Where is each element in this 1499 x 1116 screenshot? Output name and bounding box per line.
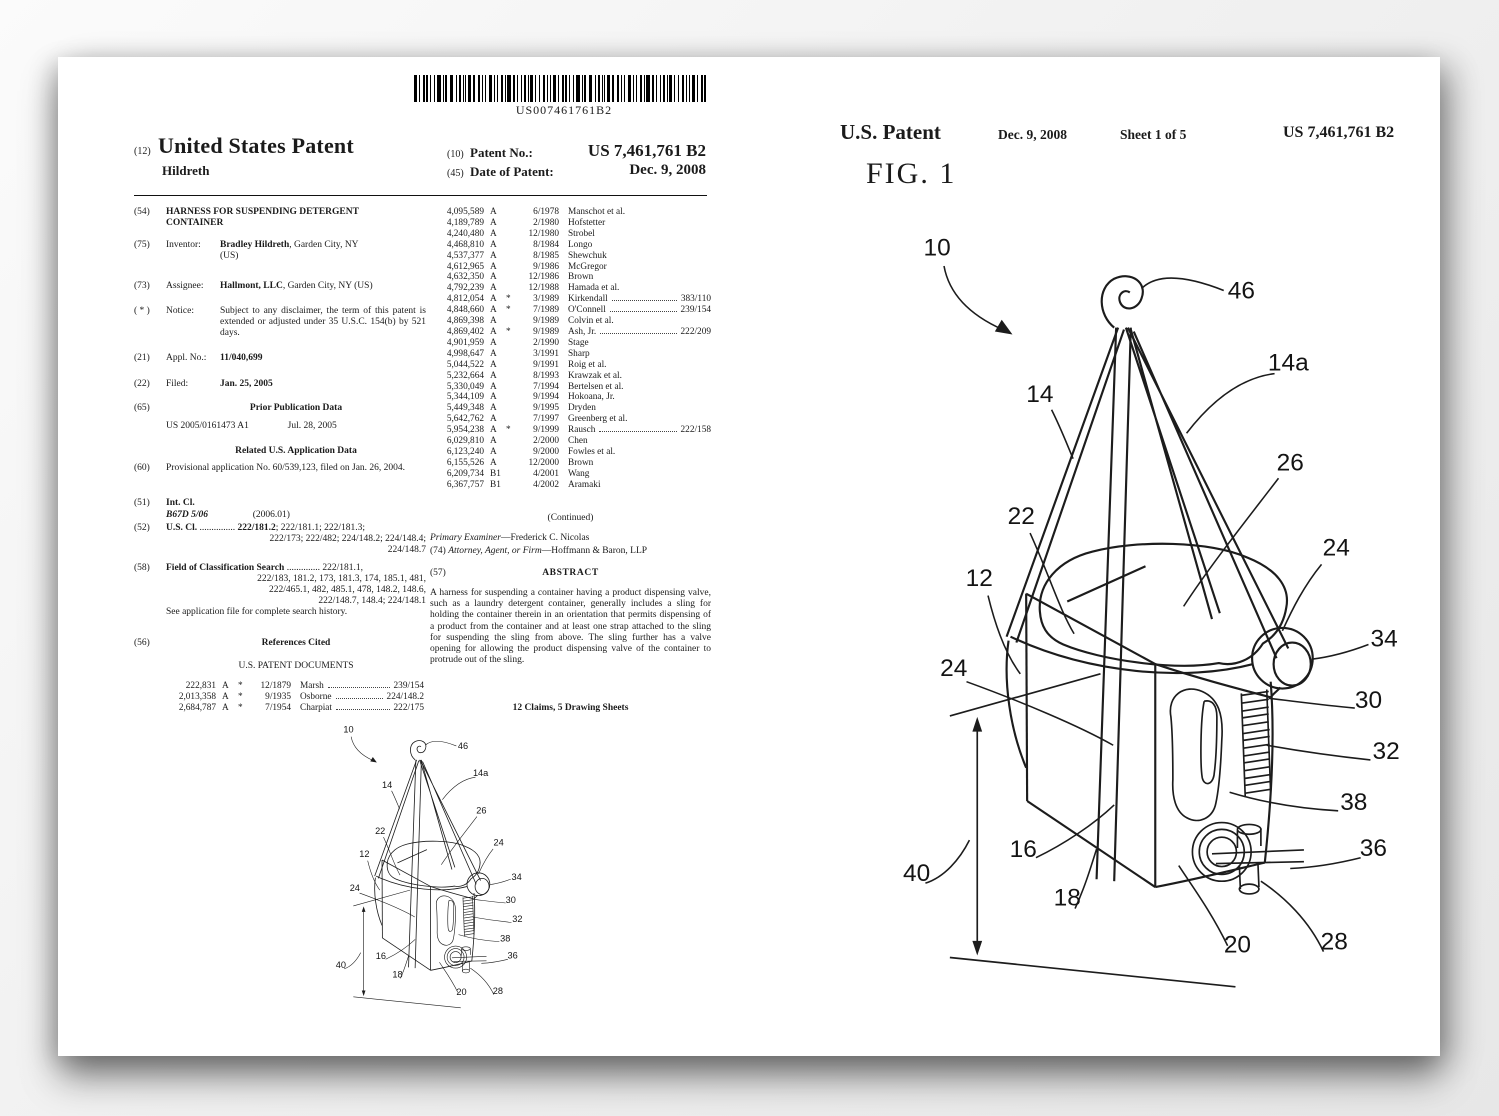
us-cl-line2: 222/173; 222/482; 224/148.2; 224/148.4;: [269, 534, 426, 544]
figure-1-thumbnail: [332, 720, 538, 1022]
masthead-rule: [134, 195, 707, 196]
reference-row: 2,013,358 A * 9/1935 Osborne 224/148.2: [178, 691, 424, 702]
us-cl-line3: 224/148.7: [387, 545, 426, 555]
section-assignee: [134, 281, 426, 292]
field-label: Filed:: [166, 379, 189, 389]
continued-note: (Continued): [547, 513, 594, 523]
reference-row: 5,232,664 A 8/1993 Krawzak et al.: [446, 370, 622, 381]
reference-row: 4,901,959 A 2/1990 Stage: [446, 337, 589, 348]
search-history-note: See application file for complete search history.: [166, 607, 348, 617]
section-tag: (54): [134, 207, 150, 217]
section-title: [134, 207, 426, 229]
reference-row: 4,998,647 A 3/1991 Sharp: [446, 348, 590, 359]
examiner-name: —Frederick C. Nicolas: [500, 533, 590, 543]
section-int-cl: [134, 498, 426, 509]
prior-pub-heading: Prior Publication Data: [249, 403, 343, 413]
section-tag: (56): [134, 638, 150, 648]
reference-row: 5,044,522 A 9/1991 Roig et al.: [446, 359, 607, 370]
section-tag: (21): [134, 353, 150, 363]
patent-date: Dec. 9, 2008: [629, 162, 706, 178]
section-us-cl: [134, 523, 426, 556]
section-tag: (51): [134, 498, 150, 508]
field-label: Appl. No.:: [166, 353, 207, 363]
attorney-line: [430, 546, 711, 557]
invention-title-line1: HARNESS FOR SUSPENDING DETERGENT: [166, 207, 359, 217]
attorney-tag: (74): [430, 546, 446, 556]
section-tag: (52): [134, 523, 150, 533]
sheet-header-sheet-count: Sheet 1 of 5: [1120, 127, 1187, 142]
section-tag: (60): [134, 463, 150, 473]
assignee-name: Hallmont, LLC: [220, 281, 283, 291]
reference-row: 4,848,660 A * 7/1989 O'Connell 239/154: [446, 305, 711, 316]
section-appl-no: [134, 353, 426, 364]
reference-row: 6,367,757 B1 4/2002 Aramaki: [446, 479, 601, 490]
patent-number: US 7,461,761 B2: [587, 141, 706, 160]
prior-pub-entry: [134, 421, 426, 432]
patent-sheet: [58, 57, 1440, 1056]
section-filed: [134, 379, 426, 390]
inventor-location: , Garden City, NY: [289, 240, 359, 250]
us-cl-rest: ; 222/181.1; 222/181.3;: [275, 523, 365, 533]
patent-no-label: Patent No.:: [470, 145, 533, 160]
sheet-header-patent-no: US 7,461,761 B2: [1283, 124, 1395, 141]
reference-row: 4,812,054 A * 3/1989 Kirkendall 383/110: [446, 294, 711, 305]
claims-note: 12 Claims, 5 Drawing Sheets: [512, 703, 629, 713]
reference-row: 4,537,377 A 8/1985 Shewchuk: [446, 250, 607, 261]
reference-row: 5,642,762 A 7/1997 Greenberg et al.: [446, 414, 628, 425]
field-label: Assignee:: [166, 281, 204, 291]
publication-number: US 2005/0161473 A1: [166, 421, 249, 431]
section-tag: (22): [134, 379, 150, 389]
reference-row: 4,240,480 A 12/1980 Strobel: [446, 228, 595, 239]
section-tag: (75): [134, 240, 150, 250]
section-tag: (58): [134, 563, 150, 573]
field-search-line2: 222/183, 181.2, 173, 181.3, 174, 185.1, 481,: [257, 574, 426, 584]
sheet-header-brand: U.S. Patent: [840, 120, 941, 144]
inventor-country: (US): [220, 251, 239, 261]
reference-row: 4,869,398 A 9/1989 Colvin et al.: [446, 316, 614, 327]
application-number: 11/040,699: [220, 353, 263, 363]
section-tag: ( * ): [134, 306, 150, 316]
related-heading-text: Related U.S. Application Data: [235, 446, 357, 456]
barcode-label: US007461761B2: [515, 103, 613, 117]
provisional-text: Provisional application No. 60/539,123, filed on Jan. 26, 2004.: [166, 463, 406, 473]
reference-row: 5,954,238 A * 9/1999 Rausch 222/158: [446, 425, 711, 436]
examiner-label: Primary Examiner: [430, 533, 501, 543]
kind-code-tag: (12): [134, 146, 151, 157]
reference-row: 6,123,240 A 9/2000 Fowles et al.: [446, 446, 616, 457]
int-class-code: B67D 5/06: [166, 510, 208, 520]
barcode: [414, 75, 714, 102]
primary-class: 222/181.2: [237, 523, 276, 533]
reference-row: 222,831 A * 12/1879 Marsh 239/154: [185, 681, 424, 691]
field-search-line3: 222/465.1, 482, 485.1, 478, 148.2, 148.6,: [268, 585, 426, 595]
us-patent-docs-heading: [134, 661, 426, 672]
notice-text: Subject to any disclaimer, the term of this patent is extended or adjusted under 35 U.S.C. 154(b) by 521 days.: [220, 306, 426, 338]
inventor-name: Bradley Hildreth: [220, 240, 290, 250]
abstract-heading-row: [430, 568, 711, 579]
section-notice: [134, 306, 426, 339]
int-cl-entry: [134, 510, 426, 521]
reference-row: 6,029,810 A 2/2000 Chen: [446, 436, 588, 447]
reference-row: 4,189,789 A 2/1980 Hofstetter: [446, 217, 606, 228]
dot-leader: ..............: [286, 563, 320, 573]
related-data-heading: [134, 446, 426, 457]
reference-list-front: [162, 681, 424, 714]
reference-row: 5,330,049 A 7/1994 Bertelsen et al.: [446, 381, 624, 392]
int-class-year: (2006.01): [252, 510, 290, 520]
reference-list-main: [430, 207, 711, 491]
field-search-line4: 222/148.7, 148.4; 224/148.1: [318, 596, 426, 606]
int-cl-heading: Int. Cl.: [166, 498, 195, 508]
reference-row: 2,684,787 A * 7/1954 Charpiat 222/175: [178, 702, 424, 713]
figure-1-drawing: [893, 222, 1441, 1024]
date-tag: (45): [447, 168, 464, 179]
field-label: Inventor:: [166, 240, 201, 250]
section-provisional: [134, 463, 426, 474]
reference-row: 4,468,810 A 8/1984 Longo: [446, 239, 593, 250]
section-tag: (65): [134, 403, 150, 413]
us-patent-docs-text: U.S. PATENT DOCUMENTS: [238, 661, 354, 671]
section-references: [134, 638, 426, 649]
reference-row: 5,344,109 A 9/1994 Hokoana, Jr.: [446, 392, 615, 403]
attorney-label: Attorney, Agent, or Firm: [448, 546, 542, 556]
invention-title-line2: CONTAINER: [166, 218, 224, 228]
reference-row: 4,632,350 A 12/1986 Brown: [446, 272, 594, 283]
filing-date: Jan. 25, 2005: [220, 379, 273, 389]
us-cl-label: U.S. Cl.: [166, 523, 198, 533]
field-label: Notice:: [166, 306, 194, 316]
field-search-first: 222/181.1,: [322, 563, 363, 573]
assignee-location: , Garden City, NY (US): [282, 281, 373, 291]
reference-row: 5,449,348 A 9/1995 Dryden: [446, 403, 596, 414]
reference-row: 6,155,526 A 12/2000 Brown: [446, 457, 594, 468]
reference-row: 4,869,402 A * 9/1989 Ash, Jr. 222/209: [446, 326, 711, 337]
date-label: Date of Patent:: [470, 164, 554, 179]
primary-examiner-line: [430, 533, 711, 544]
dot-leader: ...............: [199, 523, 236, 533]
figure-label: FIG. 1: [866, 157, 957, 190]
attorney-name: —Hoffmann & Baron, LLP: [541, 546, 648, 556]
publication-date: Jul. 28, 2005: [287, 421, 337, 431]
field-search-label: Field of Classification Search: [166, 563, 285, 573]
reference-row: 6,209,734 B1 4/2001 Wang: [446, 468, 590, 479]
reference-row: 4,612,965 A 9/1986 McGregor: [446, 261, 607, 272]
abstract-tag: (57): [430, 568, 446, 578]
reference-row: 4,792,239 A 12/1988 Hamada et al.: [446, 283, 620, 294]
abstract-text: A harness for suspending a container having a product dispensing valve, such as a laundry detergent container, generally includes a sling for holding the container therein in an orientation that permits dispensing of a product from the container and at least one strap attached to the sling for suspending the sling from above. The sling further has a valve opening for allowing the product dispensing valve of the container to protrude out of the sling.: [430, 588, 711, 666]
reference-row: 4,095,589 A 6/1978 Manschot et al.: [446, 207, 626, 217]
section-field-search: [134, 563, 426, 618]
section-tag: (73): [134, 281, 150, 291]
section-prior-pub: [134, 403, 426, 414]
inventor-surname: Hildreth: [162, 163, 210, 178]
abstract-heading: ABSTRACT: [542, 568, 599, 578]
sheet-header-date: Dec. 9, 2008: [998, 127, 1067, 142]
page-title: United States Patent: [158, 133, 354, 158]
section-inventor: [134, 240, 426, 262]
patent-no-tag: (10): [447, 149, 464, 160]
references-heading: References Cited: [261, 638, 331, 648]
